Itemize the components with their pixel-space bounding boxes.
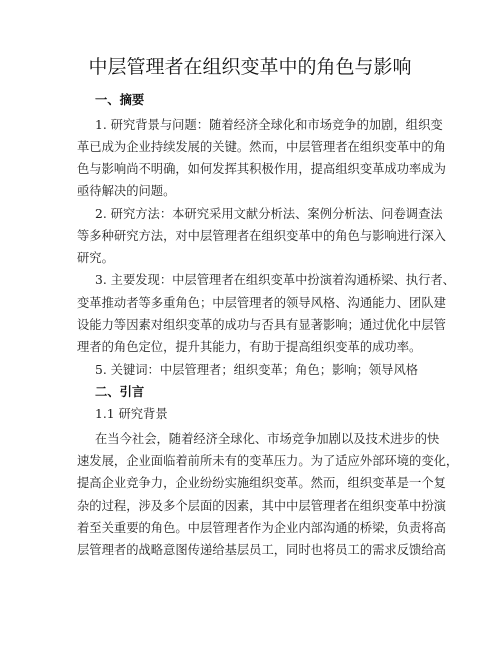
section-heading-abstract: 一、摘要: [95, 92, 145, 107]
paragraph-line: 速发展，企业面临着前所未有的变革压力。为了适应外部环境的变化，: [77, 454, 459, 468]
paragraph-line: 革已成为企业持续发展的关键。然而，中层管理者在组织变革中的角: [77, 140, 446, 154]
paragraph-line: 提高企业竞争力，企业纷纷实施组织变革。然而，组织变革是一个复: [77, 476, 446, 490]
paragraph-line: 2. 研究方法：本研究采用文献分析法、案例分析法、问卷调查法: [95, 207, 443, 221]
keywords-line: 5. 关键词：中层管理者；组织变革；角色；影响；领导风格: [95, 363, 419, 377]
paragraph-line: 变革推动者等多重角色；中层管理者的领导风格、沟通能力、团队建: [77, 296, 446, 310]
paragraph-line: 在当今社会，随着经济全球化、市场竞争加剧以及技术进步的快: [95, 432, 440, 446]
paragraph-line: 设能力等因素对组织变革的成功与否具有显著影响；通过优化中层管: [77, 318, 446, 332]
paragraph-line: 亟待解决的问题。: [77, 184, 176, 198]
paragraph-line: 色与影响尚不明确，如何发挥其积极作用，提高组织变革成功率成为: [77, 162, 446, 176]
paragraph-line: 3. 主要发现：中层管理者在组织变革中扮演着沟通桥梁、执行者、: [95, 273, 455, 287]
paragraph-line: 理者的角色定位，提升其能力，有助于提高组织变革的成功率。: [77, 340, 422, 354]
document-title: 中层管理者在组织变革中的角色与影响: [88, 56, 412, 78]
paragraph-line: 着至关重要的角色。中层管理者作为企业内部沟通的桥梁，负责将高: [77, 521, 446, 535]
paragraph-line: 研究。: [77, 251, 114, 265]
paragraph-line: 等多种研究方法，对中层管理者在组织变革中的角色与影响进行深入: [77, 229, 446, 243]
subsection-heading-background: 1.1 研究背景: [95, 407, 168, 421]
paragraph-line: 层管理者的战略意图传递给基层员工，同时也将员工的需求反馈给高: [77, 543, 446, 557]
section-heading-introduction: 二、引言: [95, 384, 145, 399]
paragraph-line: 杂的过程，涉及多个层面的因素，其中中层管理者在组织变革中扮演: [77, 499, 446, 513]
paragraph-line: 1. 研究背景与问题：随着经济全球化和市场竞争的加剧，组织变: [95, 118, 443, 132]
